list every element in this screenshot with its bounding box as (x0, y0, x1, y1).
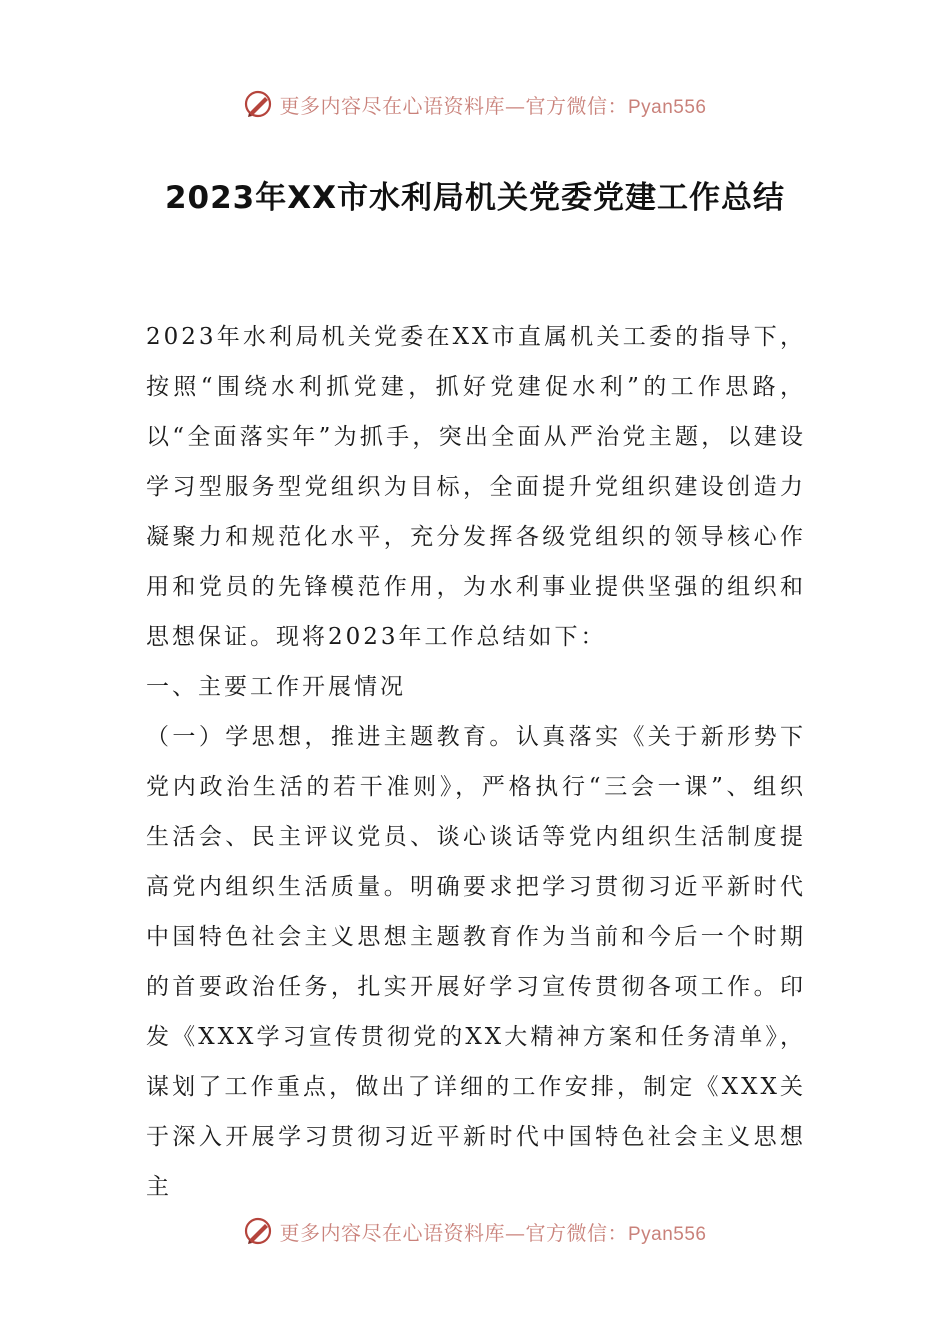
pen-logo-icon (243, 1216, 273, 1246)
watermark-text: 更多内容尽在心语资料库—官方微信：Pyan556 (279, 93, 707, 118)
intro-paragraph: 2023年水利局机关党委在XX市直属机关工委的指导下，按照“围绕水利抓党建，抓好党建促水利”的工作思路，以“全面落实年”为抓手，突出全面从严治党主题，以建设学习型服务型党组织为目标，全面提升党组织建设创造力凝聚力和规范化水平，充分发挥各级党组织的领导核心作用和党员的先锋模范作用，为水利事业提供坚强的组织和思想保证。现将2023年工作总结如下： (146, 324, 806, 650)
section-paragraph: （一）学思想，推进主题教育。认真落实《关于新形势下党内政治生活的若干准则》，严格执行“三会一课”、组织生活会、民主评议党员、谈心谈话等党内组织生活制度提高党内组织生活质量。明确要求把学习贯彻习近平新时代中国特色社会主义思想主题教育作为当前和今后一个时期的首要政治任务，扎实开展好学习宣传贯彻各项工作。印发《XXX学习宣传贯彻党的XX大精神方案和任务清单》，谋划了工作重点，做出了详细的工作安排，制定《XXX关于深入开展学习贯彻习近平新时代中国特色社会主义思想主 (146, 724, 806, 1200)
document-body (146, 312, 806, 1212)
document-title: 2023年XX市水利局机关党委党建工作总结 (164, 180, 786, 216)
pen-logo-icon (243, 89, 273, 119)
watermark-handle: Pyan556 (627, 1223, 707, 1245)
header-watermark (0, 84, 950, 124)
footer-watermark (0, 1211, 950, 1251)
watermark-handle: Pyan556 (627, 96, 707, 118)
section-heading: 一、主要工作开展情况 (146, 674, 406, 700)
watermark-text: 更多内容尽在心语资料库—官方微信：Pyan556 (279, 1220, 707, 1245)
